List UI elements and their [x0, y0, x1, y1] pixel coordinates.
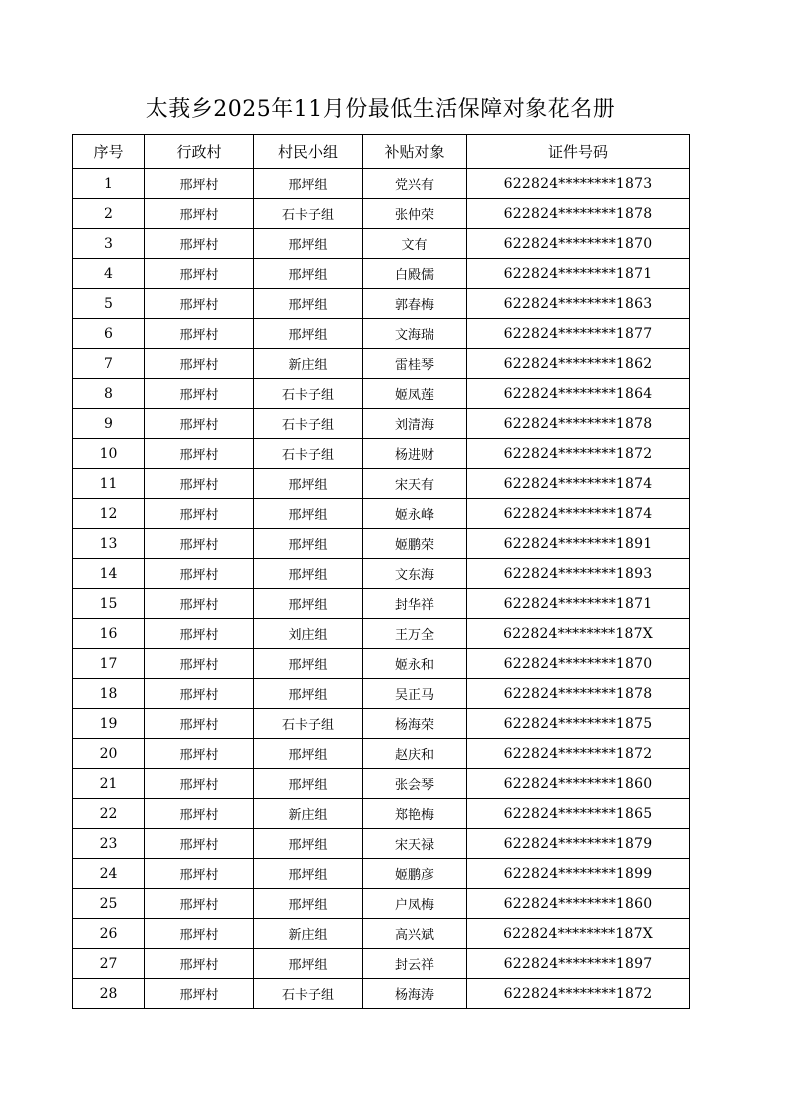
recipient-name-cell: 张会琴	[363, 769, 467, 799]
group-cell: 石卡子组	[254, 379, 363, 409]
table-row	[73, 379, 690, 409]
table-row	[73, 739, 690, 769]
table-row	[73, 169, 690, 199]
recipient-name-cell: 文有	[363, 229, 467, 259]
serial-number-cell: 7	[73, 349, 145, 379]
village-cell: 邢坪村	[145, 829, 254, 859]
recipient-name-cell: 杨进财	[363, 439, 467, 469]
id-number-cell: 622824********187X	[467, 919, 690, 949]
table-row	[73, 529, 690, 559]
village-cell: 邢坪村	[145, 559, 254, 589]
group-cell: 邢坪组	[254, 169, 363, 199]
group-cell: 新庄组	[254, 349, 363, 379]
group-cell: 邢坪组	[254, 739, 363, 769]
table-row	[73, 229, 690, 259]
group-cell: 邢坪组	[254, 499, 363, 529]
id-number-cell: 622824********1860	[467, 769, 690, 799]
id-number-cell: 622824********1864	[467, 379, 690, 409]
id-number-cell: 622824********1873	[467, 169, 690, 199]
serial-number-cell: 14	[73, 559, 145, 589]
village-cell: 邢坪村	[145, 199, 254, 229]
group-cell: 新庄组	[254, 919, 363, 949]
village-cell: 邢坪村	[145, 709, 254, 739]
table-row	[73, 859, 690, 889]
village-cell: 邢坪村	[145, 949, 254, 979]
recipient-name-cell: 姬永和	[363, 649, 467, 679]
table-row	[73, 799, 690, 829]
serial-number-cell: 25	[73, 889, 145, 919]
serial-number-cell: 12	[73, 499, 145, 529]
id-number-cell: 622824********1871	[467, 259, 690, 289]
village-cell: 邢坪村	[145, 739, 254, 769]
id-number-cell: 622824********1875	[467, 709, 690, 739]
recipient-name-cell: 封云祥	[363, 949, 467, 979]
serial-number-cell: 18	[73, 679, 145, 709]
id-number-cell: 622824********1860	[467, 889, 690, 919]
table-row	[73, 979, 690, 1009]
id-number-cell: 622824********1874	[467, 499, 690, 529]
village-cell: 邢坪村	[145, 649, 254, 679]
group-cell: 邢坪组	[254, 679, 363, 709]
village-cell: 邢坪村	[145, 889, 254, 919]
serial-number-cell: 21	[73, 769, 145, 799]
group-cell: 邢坪组	[254, 559, 363, 589]
recipient-name-cell: 赵庆和	[363, 739, 467, 769]
id-number-cell: 622824********1893	[467, 559, 690, 589]
header-administrative-village: 行政村	[145, 135, 254, 169]
table-row	[73, 559, 690, 589]
table-row	[73, 439, 690, 469]
serial-number-cell: 19	[73, 709, 145, 739]
recipient-name-cell: 姬鹏荣	[363, 529, 467, 559]
group-cell: 石卡子组	[254, 199, 363, 229]
roster-table	[72, 134, 690, 1009]
village-cell: 邢坪村	[145, 919, 254, 949]
table-row	[73, 199, 690, 229]
recipient-name-cell: 宋天禄	[363, 829, 467, 859]
table-row	[73, 769, 690, 799]
serial-number-cell: 28	[73, 979, 145, 1009]
table-body	[73, 169, 690, 1009]
group-cell: 邢坪组	[254, 649, 363, 679]
serial-number-cell: 15	[73, 589, 145, 619]
table-row	[73, 469, 690, 499]
village-cell: 邢坪村	[145, 859, 254, 889]
table-row	[73, 919, 690, 949]
serial-number-cell: 27	[73, 949, 145, 979]
id-number-cell: 622824********1877	[467, 319, 690, 349]
recipient-name-cell: 姬凤莲	[363, 379, 467, 409]
recipient-name-cell: 郭春梅	[363, 289, 467, 319]
table-row	[73, 289, 690, 319]
table-row	[73, 679, 690, 709]
header-id-number: 证件号码	[467, 135, 690, 169]
village-cell: 邢坪村	[145, 589, 254, 619]
serial-number-cell: 6	[73, 319, 145, 349]
id-number-cell: 622824********1872	[467, 739, 690, 769]
village-cell: 邢坪村	[145, 169, 254, 199]
id-number-cell: 622824********1870	[467, 649, 690, 679]
recipient-name-cell: 姬永峰	[363, 499, 467, 529]
recipient-name-cell: 王万全	[363, 619, 467, 649]
table-row	[73, 619, 690, 649]
village-cell: 邢坪村	[145, 499, 254, 529]
village-cell: 邢坪村	[145, 439, 254, 469]
id-number-cell: 622824********1878	[467, 199, 690, 229]
village-cell: 邢坪村	[145, 979, 254, 1009]
id-number-cell: 622824********1870	[467, 229, 690, 259]
table-header	[73, 135, 690, 169]
id-number-cell: 622824********1879	[467, 829, 690, 859]
id-number-cell: 622824********187X	[467, 619, 690, 649]
id-number-cell: 622824********1897	[467, 949, 690, 979]
recipient-name-cell: 宋天有	[363, 469, 467, 499]
village-cell: 邢坪村	[145, 379, 254, 409]
id-number-cell: 622824********1862	[467, 349, 690, 379]
id-number-cell: 622824********1891	[467, 529, 690, 559]
header-serial-number: 序号	[73, 135, 145, 169]
recipient-name-cell: 刘清海	[363, 409, 467, 439]
recipient-name-cell: 封华祥	[363, 589, 467, 619]
id-number-cell: 622824********1878	[467, 409, 690, 439]
header-villager-group: 村民小组	[254, 135, 363, 169]
serial-number-cell: 23	[73, 829, 145, 859]
village-cell: 邢坪村	[145, 289, 254, 319]
table-row	[73, 409, 690, 439]
page-title: 太莪乡2025年11月份最低生活保障对象花名册	[145, 97, 616, 122]
serial-number-cell: 17	[73, 649, 145, 679]
recipient-name-cell: 户凤梅	[363, 889, 467, 919]
village-cell: 邢坪村	[145, 619, 254, 649]
recipient-name-cell: 杨海涛	[363, 979, 467, 1009]
recipient-name-cell: 张仲荣	[363, 199, 467, 229]
table-row	[73, 649, 690, 679]
serial-number-cell: 5	[73, 289, 145, 319]
group-cell: 邢坪组	[254, 589, 363, 619]
group-cell: 石卡子组	[254, 439, 363, 469]
table-row	[73, 889, 690, 919]
recipient-name-cell: 杨海荣	[363, 709, 467, 739]
village-cell: 邢坪村	[145, 469, 254, 499]
group-cell: 邢坪组	[254, 229, 363, 259]
group-cell: 石卡子组	[254, 979, 363, 1009]
table-row	[73, 319, 690, 349]
serial-number-cell: 8	[73, 379, 145, 409]
table-row	[73, 499, 690, 529]
group-cell: 邢坪组	[254, 889, 363, 919]
table-row	[73, 949, 690, 979]
serial-number-cell: 2	[73, 199, 145, 229]
recipient-name-cell: 郑艳梅	[363, 799, 467, 829]
recipient-name-cell: 白殿儒	[363, 259, 467, 289]
recipient-name-cell: 文海瑞	[363, 319, 467, 349]
serial-number-cell: 4	[73, 259, 145, 289]
serial-number-cell: 16	[73, 619, 145, 649]
village-cell: 邢坪村	[145, 409, 254, 439]
table-row	[73, 709, 690, 739]
recipient-name-cell: 吴正马	[363, 679, 467, 709]
id-number-cell: 622824********1872	[467, 979, 690, 1009]
group-cell: 邢坪组	[254, 949, 363, 979]
group-cell: 邢坪组	[254, 829, 363, 859]
serial-number-cell: 10	[73, 439, 145, 469]
village-cell: 邢坪村	[145, 529, 254, 559]
serial-number-cell: 22	[73, 799, 145, 829]
recipient-name-cell: 姬鹏彦	[363, 859, 467, 889]
village-cell: 邢坪村	[145, 259, 254, 289]
serial-number-cell: 26	[73, 919, 145, 949]
village-cell: 邢坪村	[145, 769, 254, 799]
table-row	[73, 259, 690, 289]
serial-number-cell: 1	[73, 169, 145, 199]
header-row	[73, 135, 690, 169]
village-cell: 邢坪村	[145, 799, 254, 829]
serial-number-cell: 11	[73, 469, 145, 499]
group-cell: 邢坪组	[254, 769, 363, 799]
id-number-cell: 622824********1878	[467, 679, 690, 709]
village-cell: 邢坪村	[145, 349, 254, 379]
group-cell: 邢坪组	[254, 469, 363, 499]
group-cell: 邢坪组	[254, 529, 363, 559]
serial-number-cell: 20	[73, 739, 145, 769]
recipient-name-cell: 党兴有	[363, 169, 467, 199]
recipient-name-cell: 文东海	[363, 559, 467, 589]
serial-number-cell: 13	[73, 529, 145, 559]
id-number-cell: 622824********1871	[467, 589, 690, 619]
group-cell: 石卡子组	[254, 709, 363, 739]
village-cell: 邢坪村	[145, 319, 254, 349]
recipient-name-cell: 雷桂琴	[363, 349, 467, 379]
serial-number-cell: 3	[73, 229, 145, 259]
group-cell: 刘庄组	[254, 619, 363, 649]
header-subsidy-recipient: 补贴对象	[363, 135, 467, 169]
id-number-cell: 622824********1899	[467, 859, 690, 889]
id-number-cell: 622824********1863	[467, 289, 690, 319]
group-cell: 邢坪组	[254, 859, 363, 889]
group-cell: 邢坪组	[254, 289, 363, 319]
group-cell: 石卡子组	[254, 409, 363, 439]
table-row	[73, 349, 690, 379]
serial-number-cell: 9	[73, 409, 145, 439]
group-cell: 邢坪组	[254, 259, 363, 289]
id-number-cell: 622824********1865	[467, 799, 690, 829]
serial-number-cell: 24	[73, 859, 145, 889]
id-number-cell: 622824********1874	[467, 469, 690, 499]
group-cell: 新庄组	[254, 799, 363, 829]
village-cell: 邢坪村	[145, 679, 254, 709]
group-cell: 邢坪组	[254, 319, 363, 349]
table-row	[73, 589, 690, 619]
recipient-name-cell: 高兴斌	[363, 919, 467, 949]
table-row	[73, 829, 690, 859]
village-cell: 邢坪村	[145, 229, 254, 259]
id-number-cell: 622824********1872	[467, 439, 690, 469]
